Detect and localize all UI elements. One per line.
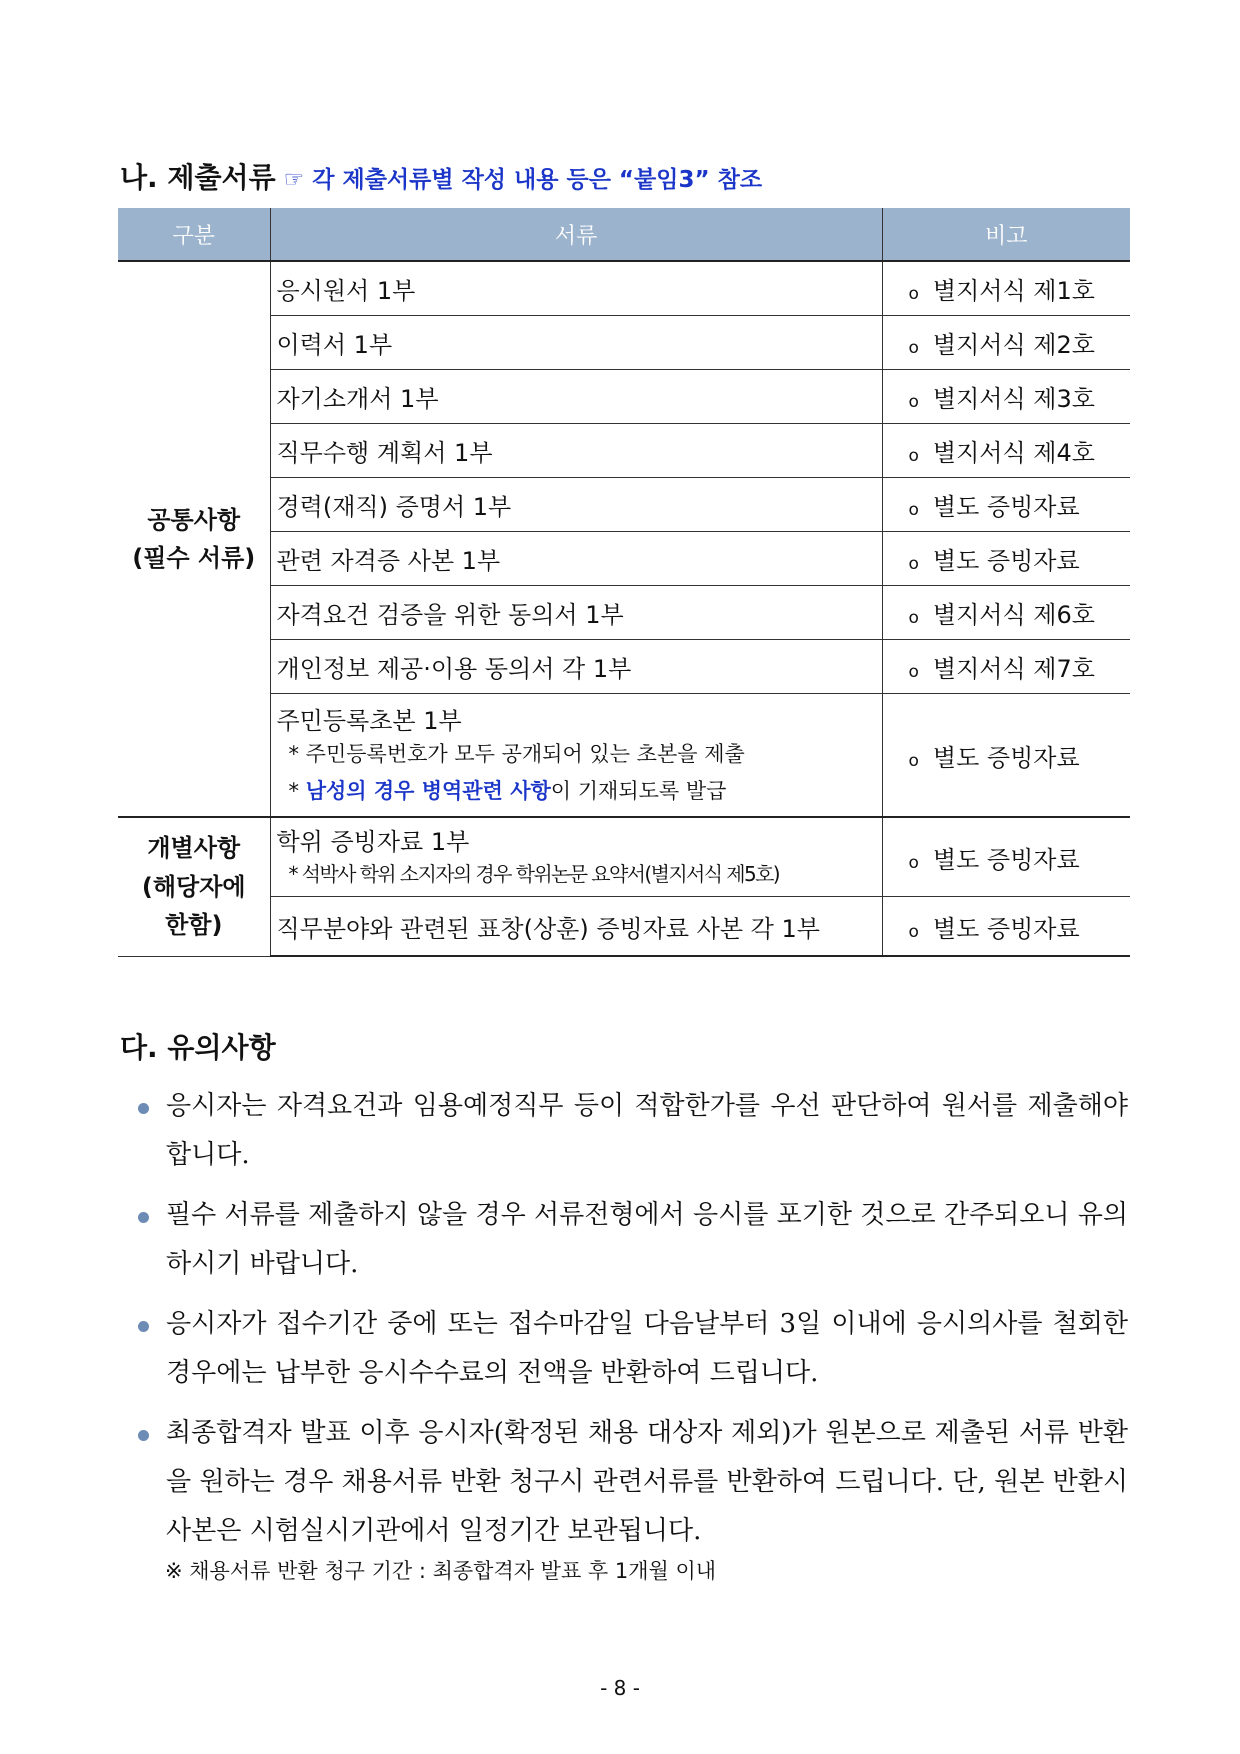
note-bullet: o	[908, 392, 919, 412]
header-note: 비고	[882, 208, 1130, 261]
bullet-dot-icon	[138, 1212, 149, 1223]
list-item-text: 필수 서류를 제출하지 않을 경우 서류전형에서 응시를 포기한 것으로 간주되오니 유의하시기 바랍니다.	[166, 1200, 1128, 1279]
header-document: 서류	[270, 208, 882, 261]
note-text: 별지서식 제1호	[932, 277, 1095, 305]
note-cell	[882, 261, 1130, 316]
table-row	[118, 532, 1130, 586]
doc-cell: 이력서 1부	[270, 316, 882, 370]
note-bullet: o	[908, 446, 919, 466]
table-row	[118, 316, 1130, 370]
list-item-text: 최종합격자 발표 이후 응시자(확정된 채용 대상자 제외)가 원본으로 제출된 서류 반환을 원하는 경우 채용서류 반환 청구시 관련서류를 반환하여 드립니다. 단, 원본 반환시 사본은 시험실시기관에서 일정기간 보관됩니다.	[166, 1418, 1128, 1546]
note-text: 별도 증빙자료	[932, 914, 1080, 943]
doc-cell	[270, 694, 882, 818]
return-period-remark: ※ 채용서류 반환 청구 기간 : 최종합격자 발표 후 1개월 이내	[165, 1559, 717, 1583]
note-text: 별도 증빙자료	[932, 845, 1080, 874]
note-cell	[882, 694, 1130, 818]
table-row	[118, 897, 1130, 957]
list-item	[138, 1300, 1128, 1398]
doc-subnote	[277, 773, 876, 810]
table-header-row	[118, 208, 1130, 261]
doc-cell: 개인정보 제공·이용 동의서 각 1부	[270, 640, 882, 694]
subnote-suffix: 이 기재되도록 발급	[550, 778, 727, 803]
section-b-title: 나. 제출서류	[120, 161, 276, 194]
table-row	[118, 694, 1130, 818]
list-item-text: 응시자는 자격요건과 임용예정직무 등이 적합한가를 우선 판단하여 원서를 제출해야 합니다.	[166, 1091, 1128, 1170]
note-cell	[882, 316, 1130, 370]
bullet-dot-icon	[138, 1430, 149, 1441]
note-text: 별지서식 제6호	[932, 601, 1095, 629]
table-row	[118, 478, 1130, 532]
note-cell	[882, 640, 1130, 694]
note-bullet: o	[908, 284, 919, 304]
doc-cell: 응시원서 1부	[270, 261, 882, 316]
table-row	[118, 370, 1130, 424]
list-item-text: 응시자가 접수기간 중에 또는 접수마감일 다음날부터 3일 이내에 응시의사를 철회한 경우에는 납부한 응시수수료의 전액을 반환하여 드립니다.	[166, 1309, 1128, 1388]
note-text: 별지서식 제4호	[932, 439, 1095, 467]
note-text: 별지서식 제3호	[932, 385, 1095, 413]
group-optional-label: 개별사항 (해당자에 한함)	[141, 834, 246, 939]
precautions-list	[138, 1082, 1128, 1567]
note-text: 별도 증빙자료	[932, 493, 1080, 521]
doc-cell: 자격요건 검증을 위한 동의서 1부	[270, 586, 882, 640]
section-c-title: 다. 유의사항	[120, 1031, 276, 1064]
note-cell	[882, 817, 1130, 897]
table-row	[118, 424, 1130, 478]
doc-title: 주민등록초본 1부	[276, 706, 462, 735]
note-cell	[882, 532, 1130, 586]
note-bullet: o	[908, 500, 919, 520]
note-bullet: o	[908, 852, 919, 873]
doc-cell: 자기소개서 1부	[270, 370, 882, 424]
group-optional-cell	[118, 817, 270, 956]
section-b-heading	[120, 156, 762, 196]
list-item	[138, 1409, 1128, 1556]
note-bullet: o	[908, 608, 919, 628]
page-number: - 8 -	[600, 1676, 640, 1700]
doc-subnote: * 주민등록번호가 모두 공개되어 있는 초본을 제출	[288, 741, 745, 766]
note-bullet: o	[908, 921, 919, 942]
bullet-dot-icon	[138, 1103, 149, 1114]
note-text: 별지서식 제2호	[932, 331, 1095, 359]
note-text: 별도 증빙자료	[932, 743, 1080, 772]
list-item	[138, 1191, 1128, 1289]
bullet-dot-icon	[138, 1321, 149, 1332]
note-cell	[882, 586, 1130, 640]
group-common-cell	[118, 261, 270, 817]
note-bullet: o	[908, 750, 919, 771]
documents-table	[118, 208, 1130, 957]
note-bullet: o	[908, 662, 919, 682]
doc-cell: 직무분야와 관련된 표창(상훈) 증빙자료 사본 각 1부	[270, 897, 882, 957]
group-common-label: 공통사항 (필수 서류)	[132, 505, 256, 572]
header-category: 구분	[118, 208, 270, 261]
table-row	[118, 261, 1130, 316]
note-cell	[882, 370, 1130, 424]
note-text: 별도 증빙자료	[932, 547, 1080, 575]
section-b-reference: ☞ 각 제출서류별 작성 내용 등은 “붙임3” 참조	[283, 167, 763, 193]
note-cell	[882, 424, 1130, 478]
subnote-highlight: 남성의 경우 병역관련 사항	[305, 778, 551, 803]
note-cell	[882, 478, 1130, 532]
doc-cell	[270, 817, 882, 897]
list-item	[138, 1082, 1128, 1180]
subnote-prefix: *	[288, 778, 306, 803]
doc-title: 학위 증빙자료 1부	[276, 828, 470, 856]
note-bullet: o	[908, 554, 919, 574]
note-bullet: o	[908, 338, 919, 358]
note-cell	[882, 897, 1130, 957]
note-text: 별지서식 제7호	[932, 655, 1095, 683]
table-row	[118, 817, 1130, 897]
doc-cell: 관련 자격증 사본 1부	[270, 532, 882, 586]
doc-subnote: * 석박사 학위 소지자의 경우 학위논문 요약서(별지서식 제5호)	[288, 862, 780, 886]
doc-cell: 직무수행 계획서 1부	[270, 424, 882, 478]
table-row	[118, 640, 1130, 694]
table-row	[118, 586, 1130, 640]
doc-cell: 경력(재직) 증명서 1부	[270, 478, 882, 532]
